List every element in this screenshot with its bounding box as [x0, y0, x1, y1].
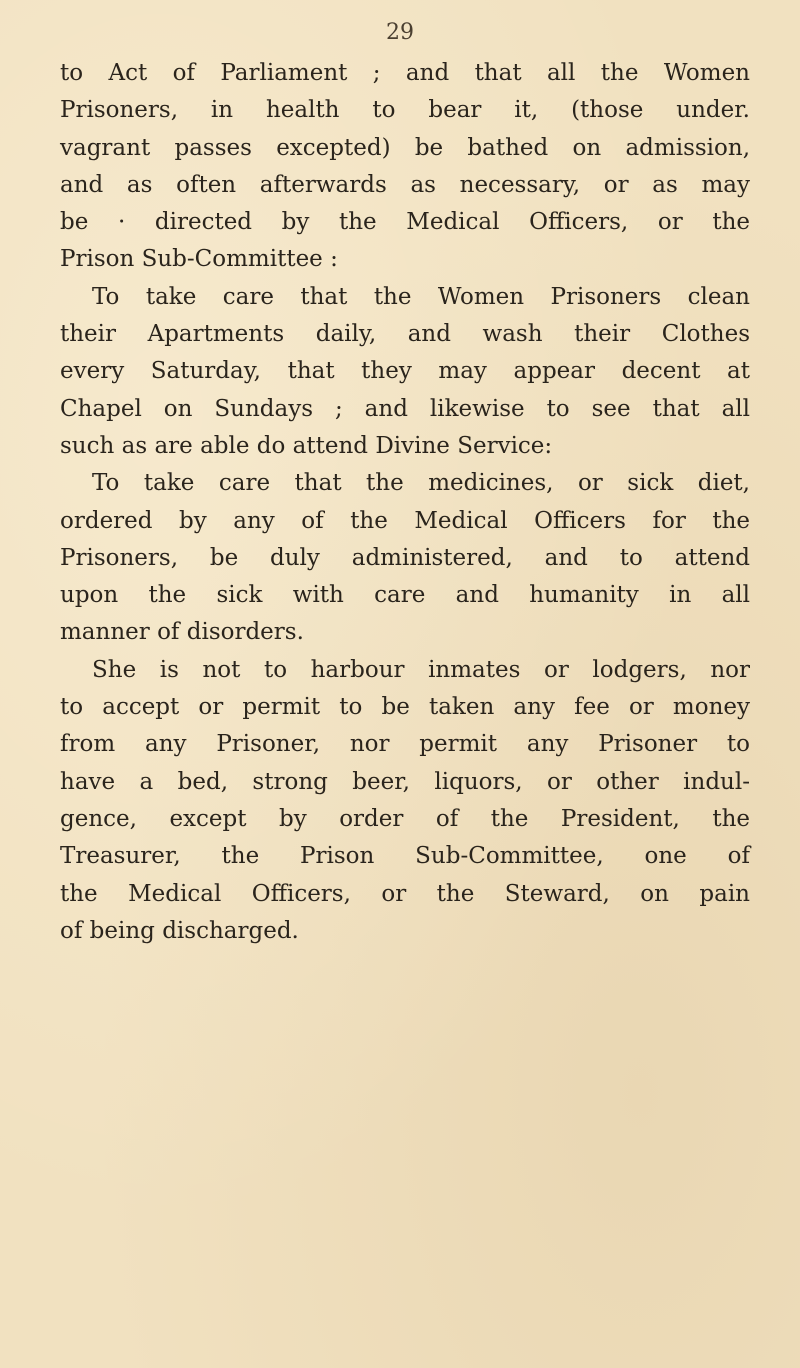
text-line: Chapel on Sundays ; and likewise to see that all	[60, 395, 750, 422]
text-line: ordered by any of the Medical Officers for the	[60, 507, 750, 534]
text-line: Prison Sub-Committee :	[60, 246, 338, 273]
text-line: Treasurer, the Prison Sub-Committee, one of	[60, 843, 750, 870]
text-line: such as are able do attend Divine Service:	[60, 432, 553, 459]
text-line: She is not to harbour inmates or lodgers, nor	[92, 656, 750, 683]
text-line: their Apartments daily, and wash their Clothes	[60, 321, 750, 348]
text-line: have a bed, strong beer, liquors, or other indul-	[60, 768, 750, 795]
text-line: gence, except by order of the President, the	[60, 805, 750, 832]
text-line: Prisoners, in health to bear it, (those under.	[60, 97, 750, 124]
text-line: Prisoners, be duly administered, and to attend	[60, 544, 750, 571]
text-line: upon the sick with care and humanity in all	[60, 582, 750, 609]
text-line: vagrant passes excepted) be bathed on admission,	[60, 134, 750, 161]
page-number: 29	[386, 20, 414, 45]
text-line: be · directed by the Medical Officers, or the	[60, 209, 750, 236]
body-text	[60, 55, 750, 950]
text-line: the Medical Officers, or the Steward, on pain	[60, 880, 750, 907]
text-line: To take care that the medicines, or sick diet,	[92, 470, 750, 497]
text-line: manner of disorders.	[60, 619, 304, 646]
text-line: to Act of Parliament ; and that all the Women	[60, 60, 750, 86]
text-line: every Saturday, that they may appear decent at	[60, 358, 750, 385]
text-line: to accept or permit to be taken any fee or money	[60, 694, 750, 721]
text-line: from any Prisoner, nor permit any Prisoner to	[60, 731, 750, 758]
text-line: To take care that the Women Prisoners clean	[92, 283, 750, 310]
text-line: of being discharged.	[60, 917, 299, 944]
text-line: and as often afterwards as necessary, or as may	[60, 171, 750, 198]
